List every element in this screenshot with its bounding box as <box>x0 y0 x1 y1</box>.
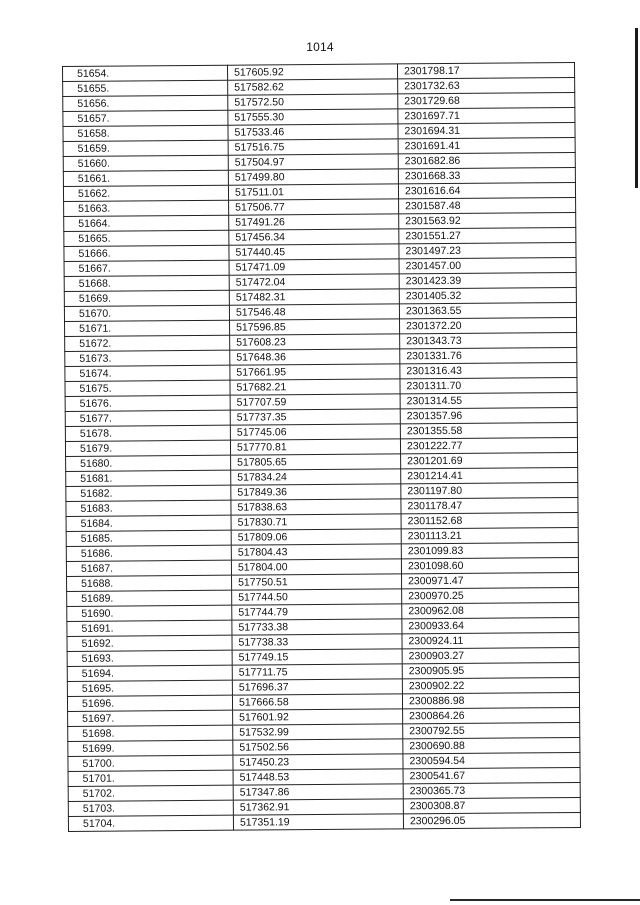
point-number-cell: 51692. <box>67 635 232 651</box>
y-coordinate-cell: 2301099.83 <box>401 542 578 558</box>
y-coordinate-cell: 2301178.47 <box>401 497 578 513</box>
point-number-cell: 51657. <box>63 110 228 126</box>
y-coordinate-cell: 2300296.05 <box>403 812 580 828</box>
point-number-cell: 51690. <box>67 605 232 621</box>
x-coordinate-cell: 517696.37 <box>232 679 402 695</box>
point-number-cell: 51681. <box>66 470 231 486</box>
y-coordinate-cell: 2301363.55 <box>399 302 576 318</box>
point-number-cell: 51661. <box>63 170 228 186</box>
x-coordinate-cell: 517572.50 <box>228 94 398 110</box>
x-coordinate-cell: 517456.34 <box>229 229 399 245</box>
y-coordinate-cell: 2301316.43 <box>400 362 577 378</box>
point-number-cell: 51694. <box>67 665 232 681</box>
y-coordinate-cell: 2301497.23 <box>399 242 576 258</box>
point-number-cell: 51675. <box>65 380 230 396</box>
y-coordinate-cell: 2301113.21 <box>401 527 578 543</box>
x-coordinate-cell: 517491.26 <box>229 214 399 230</box>
x-coordinate-cell: 517744.50 <box>232 589 402 605</box>
x-coordinate-cell: 517804.43 <box>231 544 401 560</box>
coordinates-table-container <box>62 62 568 832</box>
x-coordinate-cell: 517511.01 <box>228 184 398 200</box>
point-number-cell: 51659. <box>63 140 228 156</box>
point-number-cell: 51685. <box>66 530 231 546</box>
point-number-cell: 51688. <box>67 575 232 591</box>
x-coordinate-cell: 517830.71 <box>231 514 401 530</box>
x-coordinate-cell: 517737.35 <box>230 409 400 425</box>
y-coordinate-cell: 2301357.96 <box>400 407 577 423</box>
point-number-cell: 51662. <box>63 185 228 201</box>
point-number-cell: 51664. <box>64 215 229 231</box>
point-number-cell: 51676. <box>65 395 230 411</box>
y-coordinate-cell: 2301343.73 <box>400 332 577 348</box>
y-coordinate-cell: 2300864.26 <box>403 707 580 723</box>
y-coordinate-cell: 2301697.71 <box>398 107 575 123</box>
x-coordinate-cell: 517471.09 <box>229 259 399 275</box>
x-coordinate-cell: 517546.48 <box>229 304 399 320</box>
x-coordinate-cell: 517347.86 <box>233 784 403 800</box>
y-coordinate-cell: 2301729.68 <box>398 92 575 108</box>
y-coordinate-cell: 2301457.00 <box>399 257 576 273</box>
y-coordinate-cell: 2301214.41 <box>401 467 578 483</box>
point-number-cell: 51702. <box>68 785 233 801</box>
point-number-cell: 51674. <box>65 365 230 381</box>
y-coordinate-cell: 2301098.60 <box>401 557 578 573</box>
y-coordinate-cell: 2301355.58 <box>400 422 577 438</box>
x-coordinate-cell: 517499.80 <box>228 169 398 185</box>
point-number-cell: 51670. <box>64 305 229 321</box>
y-coordinate-cell: 2301798.17 <box>397 62 574 78</box>
point-number-cell: 51678. <box>65 425 230 441</box>
y-coordinate-cell: 2300970.25 <box>402 587 579 603</box>
y-coordinate-cell: 2301551.27 <box>399 227 576 243</box>
y-coordinate-cell: 2301201.69 <box>401 452 578 468</box>
point-number-cell: 51686. <box>66 545 231 561</box>
point-number-cell: 51672. <box>65 335 230 351</box>
x-coordinate-cell: 517448.53 <box>233 769 403 785</box>
x-coordinate-cell: 517608.23 <box>230 334 400 350</box>
y-coordinate-cell: 2301331.76 <box>400 347 577 363</box>
y-coordinate-cell: 2301311.70 <box>400 377 577 393</box>
x-coordinate-cell: 517834.24 <box>231 469 401 485</box>
point-number-cell: 51704. <box>68 815 233 831</box>
x-coordinate-cell: 517516.75 <box>228 139 398 155</box>
y-coordinate-cell: 2300886.98 <box>402 692 579 708</box>
y-coordinate-cell: 2301682.86 <box>398 152 575 168</box>
x-coordinate-cell: 517440.45 <box>229 244 399 260</box>
point-number-cell: 51699. <box>68 740 233 756</box>
point-number-cell: 51703. <box>68 800 233 816</box>
point-number-cell: 51700. <box>68 755 233 771</box>
point-number-cell: 51655. <box>63 80 228 96</box>
x-coordinate-cell: 517472.04 <box>229 274 399 290</box>
point-number-cell: 51660. <box>63 155 228 171</box>
x-coordinate-cell: 517648.36 <box>230 349 400 365</box>
x-coordinate-cell: 517707.59 <box>230 394 400 410</box>
y-coordinate-cell: 2301152.68 <box>401 512 578 528</box>
y-coordinate-cell: 2300308.87 <box>403 797 580 813</box>
y-coordinate-cell: 2300924.11 <box>402 632 579 648</box>
point-number-cell: 51668. <box>64 275 229 291</box>
x-coordinate-cell: 517805.65 <box>231 454 401 470</box>
y-coordinate-cell: 2300903.27 <box>402 647 579 663</box>
x-coordinate-cell: 517809.06 <box>231 529 401 545</box>
point-number-cell: 51671. <box>65 320 230 336</box>
scan-edge-mark-bottom <box>450 899 640 901</box>
x-coordinate-cell: 517482.31 <box>229 289 399 305</box>
y-coordinate-cell: 2300594.54 <box>403 752 580 768</box>
point-number-cell: 51663. <box>64 200 229 216</box>
x-coordinate-cell: 517804.00 <box>231 559 401 575</box>
point-number-cell: 51654. <box>63 65 228 81</box>
x-coordinate-cell: 517582.62 <box>228 79 398 95</box>
y-coordinate-cell: 2300365.73 <box>403 782 580 798</box>
y-coordinate-cell: 2300962.08 <box>402 602 579 618</box>
y-coordinate-cell: 2301587.48 <box>399 197 576 213</box>
y-coordinate-cell: 2301691.41 <box>398 137 575 153</box>
y-coordinate-cell: 2300792.55 <box>403 722 580 738</box>
point-number-cell: 51691. <box>67 620 232 636</box>
point-number-cell: 51684. <box>66 515 231 531</box>
table-row <box>68 812 580 831</box>
point-number-cell: 51695. <box>67 680 232 696</box>
y-coordinate-cell: 2300690.88 <box>403 737 580 753</box>
x-coordinate-cell: 517661.95 <box>230 364 400 380</box>
y-coordinate-cell: 2301222.77 <box>400 437 577 453</box>
coordinates-table-body <box>63 62 581 831</box>
x-coordinate-cell: 517596.85 <box>230 319 400 335</box>
x-coordinate-cell: 517502.56 <box>233 739 403 755</box>
x-coordinate-cell: 517711.75 <box>232 664 402 680</box>
x-coordinate-cell: 517504.97 <box>228 154 398 170</box>
point-number-cell: 51701. <box>68 770 233 786</box>
x-coordinate-cell: 517838.63 <box>231 499 401 515</box>
point-number-cell: 51679. <box>65 440 230 456</box>
x-coordinate-cell: 517770.81 <box>230 439 400 455</box>
y-coordinate-cell: 2301563.92 <box>399 212 576 228</box>
y-coordinate-cell: 2301405.32 <box>399 287 576 303</box>
x-coordinate-cell: 517745.06 <box>230 424 400 440</box>
x-coordinate-cell: 517682.21 <box>230 379 400 395</box>
point-number-cell: 51682. <box>66 485 231 501</box>
x-coordinate-cell: 517605.92 <box>227 64 397 80</box>
y-coordinate-cell: 2301694.31 <box>398 122 575 138</box>
x-coordinate-cell: 517362.91 <box>233 799 403 815</box>
x-coordinate-cell: 517749.15 <box>232 649 402 665</box>
x-coordinate-cell: 517532.99 <box>233 724 403 740</box>
point-number-cell: 51666. <box>64 245 229 261</box>
point-number-cell: 51680. <box>66 455 231 471</box>
x-coordinate-cell: 517738.33 <box>232 634 402 650</box>
x-coordinate-cell: 517601.92 <box>233 709 403 725</box>
point-number-cell: 51677. <box>65 410 230 426</box>
point-number-cell: 51658. <box>63 125 228 141</box>
point-number-cell: 51687. <box>66 560 231 576</box>
y-coordinate-cell: 2301314.55 <box>400 392 577 408</box>
x-coordinate-cell: 517450.23 <box>233 754 403 770</box>
point-number-cell: 51698. <box>68 725 233 741</box>
point-number-cell: 51669. <box>64 290 229 306</box>
y-coordinate-cell: 2301616.64 <box>398 182 575 198</box>
page-number: 1014 <box>306 40 334 54</box>
x-coordinate-cell: 517533.46 <box>228 124 398 140</box>
y-coordinate-cell: 2301197.80 <box>401 482 578 498</box>
point-number-cell: 51667. <box>64 260 229 276</box>
y-coordinate-cell: 2301423.39 <box>399 272 576 288</box>
y-coordinate-cell: 2301372.20 <box>399 317 576 333</box>
point-number-cell: 51683. <box>66 500 231 516</box>
x-coordinate-cell: 517744.79 <box>232 604 402 620</box>
x-coordinate-cell: 517555.30 <box>228 109 398 125</box>
y-coordinate-cell: 2301732.63 <box>398 77 575 93</box>
point-number-cell: 51673. <box>65 350 230 366</box>
y-coordinate-cell: 2300905.95 <box>402 662 579 678</box>
point-number-cell: 51696. <box>67 695 232 711</box>
x-coordinate-cell: 517733.38 <box>232 619 402 635</box>
y-coordinate-cell: 2300933.64 <box>402 617 579 633</box>
x-coordinate-cell: 517750.51 <box>232 574 402 590</box>
y-coordinate-cell: 2300902.22 <box>402 677 579 693</box>
point-number-cell: 51697. <box>68 710 233 726</box>
y-coordinate-cell: 2300541.67 <box>403 767 580 783</box>
y-coordinate-cell: 2300971.47 <box>401 572 578 588</box>
point-number-cell: 51693. <box>67 650 232 666</box>
x-coordinate-cell: 517849.36 <box>231 484 401 500</box>
point-number-cell: 51665. <box>64 230 229 246</box>
x-coordinate-cell: 517666.58 <box>232 694 402 710</box>
x-coordinate-cell: 517506.77 <box>229 199 399 215</box>
x-coordinate-cell: 517351.19 <box>233 814 403 830</box>
point-number-cell: 51689. <box>67 590 232 606</box>
y-coordinate-cell: 2301668.33 <box>398 167 575 183</box>
point-number-cell: 51656. <box>63 95 228 111</box>
coordinates-table <box>62 62 581 832</box>
